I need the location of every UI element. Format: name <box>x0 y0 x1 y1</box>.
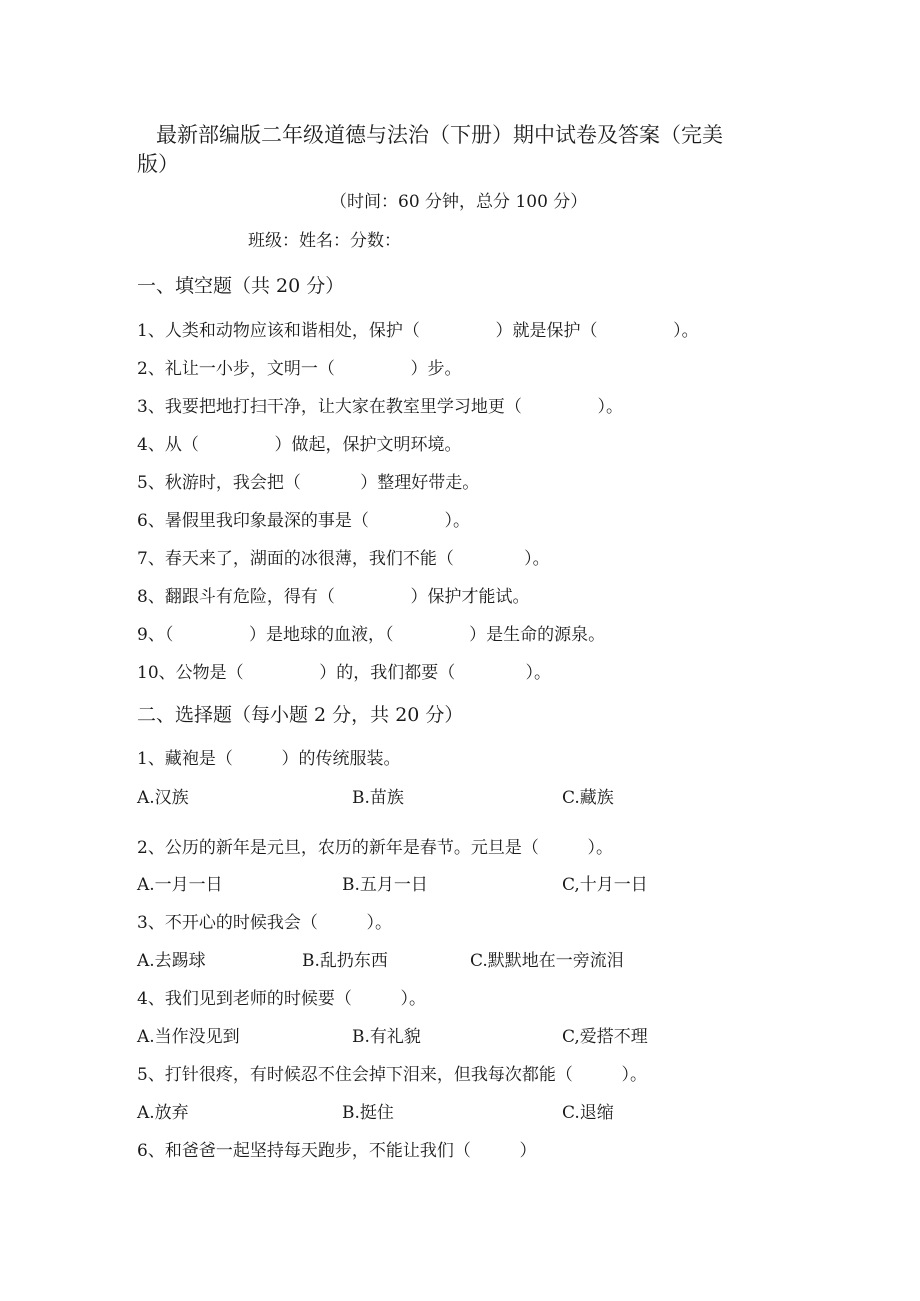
exam-subtitle: （时间：60 分钟，总分 100 分） <box>330 192 588 212</box>
fill-blank-item: 4、从（ ）做起，保护文明环境。 <box>137 435 462 455</box>
choice-option-a: A.一月一日 <box>137 875 223 895</box>
fill-blank-item: 1、人类和动物应该和谐相处，保护（ ）就是保护（ ）。 <box>137 321 699 341</box>
fill-blank-item: 8、翻跟斗有危险，得有（ ）保护才能试。 <box>137 587 530 607</box>
choice-question: 5、打针很疼，有时候忍不住会掉下泪来，但我每次都能（ ）。 <box>137 1065 647 1085</box>
fill-blank-item: 3、我要把地打扫干净，让大家在教室里学习地更（ ）。 <box>137 397 623 417</box>
choice-question: 4、我们见到老师的时候要（ ）。 <box>137 989 426 1009</box>
choice-option-b: B.五月一日 <box>342 875 428 895</box>
choice-option-a: A.当作没见到 <box>137 1027 240 1047</box>
fill-blank-item: 5、秋游时，我会把（ ）整理好带走。 <box>137 473 480 493</box>
choice-question: 2、公历的新年是元旦，农历的新年是春节。元旦是（ ）。 <box>137 838 613 858</box>
choice-option-c: C,十月一日 <box>562 875 648 895</box>
choice-question: 6、和爸爸一起坚持每天跑步，不能让我们（ ） <box>137 1141 537 1161</box>
fill-blank-item: 10、公物是（ ）的，我们都要（ ）。 <box>137 663 552 683</box>
fill-blank-item: 9、（ ）是地球的血液，（ ）是生命的源泉。 <box>137 625 606 645</box>
choice-option-b: B.苗族 <box>352 788 404 808</box>
section-heading-fill-blank: 一、填空题（共 20 分） <box>137 275 345 297</box>
choice-option-c: C.退缩 <box>562 1103 614 1123</box>
page-title-line-1: 最新部编版二年级道德与法治（下册）期中试卷及答案（完美 <box>156 123 723 147</box>
choice-option-c: C,爱搭不理 <box>562 1027 648 1047</box>
student-info-line: 班级：姓名：分数： <box>248 231 401 251</box>
page-title-line-2: 版） <box>137 152 179 176</box>
choice-option-a: A.放弃 <box>137 1103 189 1123</box>
choice-option-c: C.藏族 <box>562 788 614 808</box>
choice-question: 1、藏袍是（ ）的传统服装。 <box>137 749 401 769</box>
choice-question: 3、不开心的时候我会（ ）。 <box>137 913 392 933</box>
choice-option-a: A.去踢球 <box>137 951 206 971</box>
choice-option-a: A.汉族 <box>137 788 189 808</box>
fill-blank-item: 7、春天来了，湖面的冰很薄，我们不能（ ）。 <box>137 549 550 569</box>
section-heading-multiple-choice: 二、选择题（每小题 2 分，共 20 分） <box>137 704 464 726</box>
choice-option-b: B.挺住 <box>342 1103 394 1123</box>
fill-blank-item: 6、暑假里我印象最深的事是（ ）。 <box>137 511 470 531</box>
choice-option-b: B.有礼貌 <box>352 1027 421 1047</box>
choice-option-c: C.默默地在一旁流泪 <box>470 951 624 971</box>
fill-blank-item: 2、礼让一小步，文明一（ ）步。 <box>137 359 462 379</box>
choice-option-b: B.乱扔东西 <box>302 951 388 971</box>
